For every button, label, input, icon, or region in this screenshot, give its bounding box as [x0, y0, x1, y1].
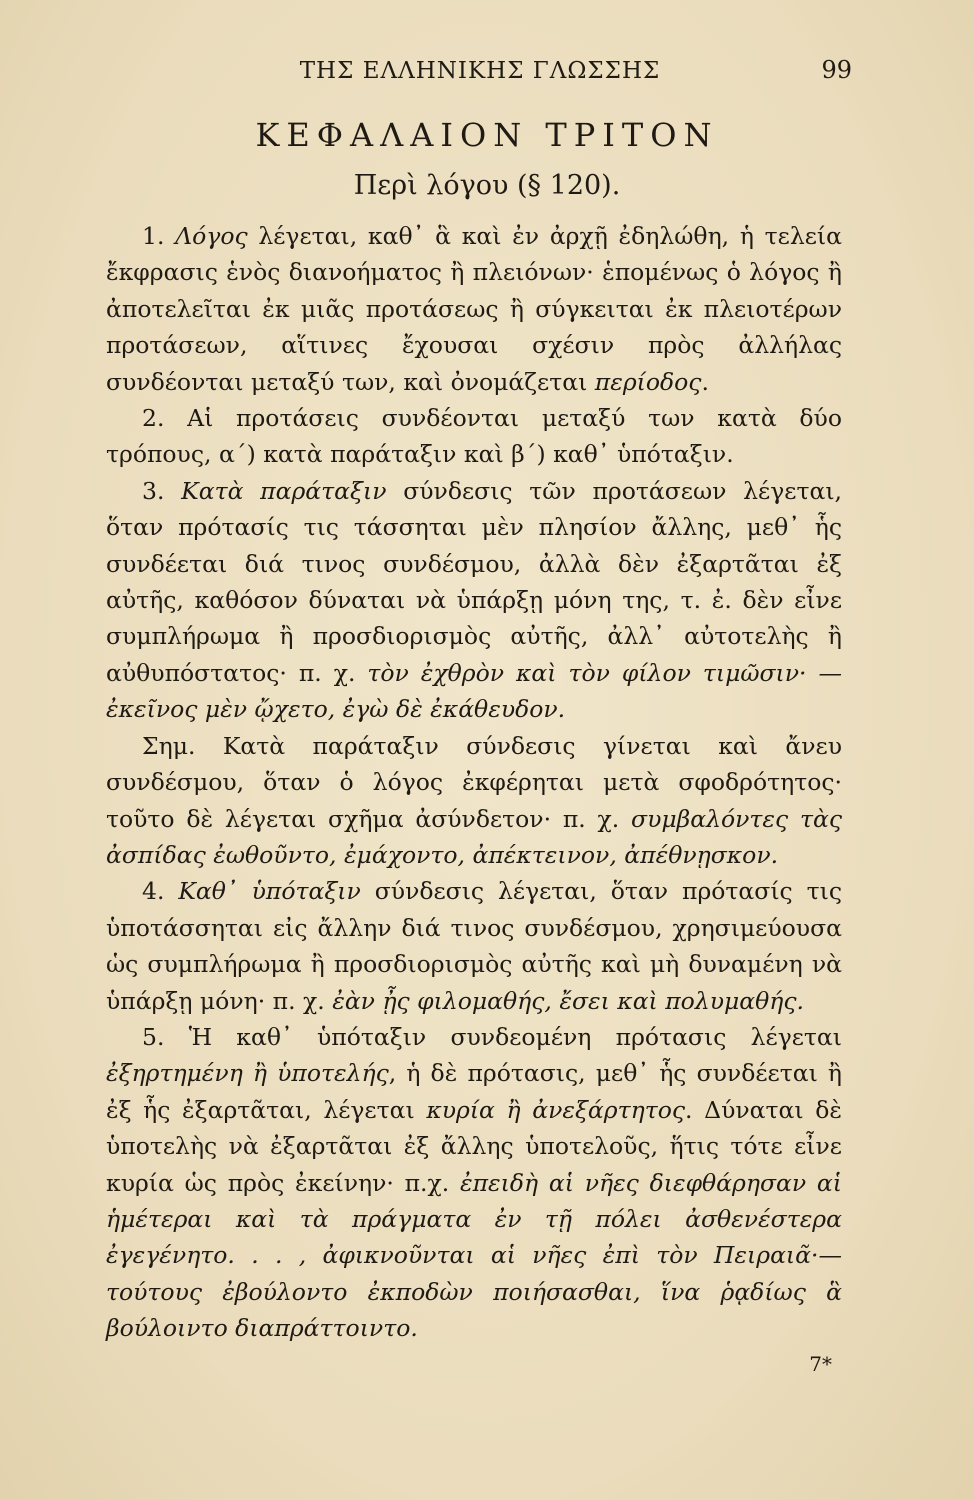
paragraph-text: Κατὰ παράταξιν σύνδεσις γίνεται καὶ ἄνευ συνδέσμου, ὅταν ὁ λόγος ἐκφέρηται μετὰ σφοδρότητος· τοῦτο δὲ λέγεται σχῆμα ἀσύνδετον· π. χ.: [106, 731, 842, 833]
paragraph-1: [106, 218, 842, 400]
paragraph-2: [106, 400, 842, 473]
printer-signature-mark: 7*: [809, 1352, 832, 1376]
defined-term: κυρία ἢ ἀνεξάρτητος: [426, 1095, 686, 1124]
paragraph-4: [106, 873, 842, 1019]
paragraph-number: 3.: [142, 476, 165, 505]
paragraph-text: Ἡ καθ᾽ ὑπόταξιν συνδεομένη πρότασις λέγεται: [164, 1022, 842, 1051]
paragraph-5: [106, 1019, 842, 1347]
paragraph-text: σύνδεσις λέγεται, ὅταν πρότασίς τις ὑποτάσσηται εἰς ἄλλην διά τινος συνδέσμου, χρησιμεύουσα ὡς συμπλήρωμα ἢ προσδιορισμὸς αὐτῆς καὶ μὴ δυναμένη νὰ ὑπάρξῃ μόνη· π. χ.: [106, 877, 842, 1015]
defined-term: περίοδος: [594, 367, 702, 396]
running-head: [120, 56, 852, 98]
paragraph-text: , ἡ δὲ πρότασις, μεθ᾽ ἧς συνδέεται ἢ ἐξ ἧς ἐξαρτᾶται, λέγεται: [106, 1059, 843, 1124]
paragraph-text: . Δύναται δὲ ὑποτελὴς νὰ ἐξαρτᾶται ἐξ ἄλλης ὑποτελοῦς, ἥτις τότε εἶνε κυρία ὡς πρὸς ἐκείνην· π.χ.: [106, 1095, 842, 1197]
paragraph-text: .: [701, 367, 709, 396]
example-text: ἐὰν ᾖς φιλομαθής, ἔσει καὶ πολυμαθής.: [332, 986, 805, 1015]
paragraph-number: 4.: [142, 877, 165, 906]
defined-term: ἐξηρτημένη ἢ ὑποτελής: [106, 1059, 389, 1088]
note-paragraph: [106, 728, 842, 874]
example-text: ἐπειδὴ αἱ νῆες διεφθάρησαν αἱ ἡμέτεραι καὶ τὰ πράγματα ἐν τῇ πόλει ἀσθενέστερα ἐγεγένητο. . . , ἀφικνοῦνται αἱ νῆες ἐπὶ τὸν Πειραιᾶ·— τούτους ἐβούλοντο ἐκποδὼν ποιήσασθαι, ἵνα ῥᾳδίως ἃ βούλοιντο διαπράττοιντο.: [106, 1168, 842, 1343]
example-text: συμβαλόντες τὰς ἀσπίδας ἐωθοῦντο, ἐμάχοντο, ἀπέκτεινον, ἀπέθνῃσκον.: [106, 804, 842, 869]
chapter-title: ΚΕΦΑΛΑΙΟΝ ΤΡΙΤΟΝ: [255, 116, 719, 154]
paragraph-3: [106, 473, 842, 728]
defined-term: Λόγος: [175, 222, 248, 250]
example-text: τὸν ἐχθρὸν καὶ τὸν φίλον τιμῶσιν· — ἐκεῖνος μὲν ᾤχετο, ἐγὼ δὲ ἐκάθευδον.: [106, 658, 842, 724]
defined-term: Κατὰ παράταξιν: [181, 476, 387, 505]
note-label: Σημ.: [142, 731, 196, 760]
running-title: ΤΗΣ ΕΛΛΗΝΙΚΗΣ ΓΛΩΣΣΗΣ: [299, 58, 661, 84]
paragraph-number: 1.: [142, 222, 165, 250]
section-subtitle: Περὶ λόγου (§ 120).: [353, 170, 621, 201]
paragraph-text: Αἱ προτάσεις συνδέονται μεταξύ των κατὰ δύο τρόπους, α΄) κατὰ παράταξιν καὶ β΄) καθ᾽ ὑπόταξιν.: [106, 404, 842, 469]
paragraph-number: 5.: [142, 1022, 165, 1051]
body-text: [106, 218, 842, 1347]
page-number: 99: [821, 56, 852, 84]
paragraph-number: 2.: [142, 404, 165, 433]
defined-term: Καθ᾽ ὑπόταξιν: [178, 877, 361, 906]
paragraph-text: λέγεται, καθ᾽ ἃ καὶ ἐν ἀρχῇ ἐδηλώθη, ἡ τελεία ἔκφρασις ἑνὸς διανοήματος ἢ πλειόνων· ἑπομένως ὁ λόγος ἢ ἀποτελεῖται ἐκ μιᾶς προτάσεως ἢ σύγκειται ἐκ πλειοτέρων προτάσεων, αἵτινες ἔχουσαι σχέσιν πρὸς ἀλλήλας συνδέονται μεταξύ των, καὶ ὀνομάζεται: [106, 222, 842, 396]
paragraph-text: σύνδεσις τῶν προτάσεων λέγεται, ὅταν πρότασίς τις τάσσηται μὲν πλησίον ἄλλης, μεθ᾽ ἧς συνδέεται διά τινος συνδέσμου, ἀλλὰ δὲν ἐξαρτᾶται ἐξ αὐτῆς, καθόσον δύναται νὰ ὑπάρξῃ μόνη της, τ. ἐ. δὲν εἶνε συμπλήρωμα ἢ προσδιορισμὸς αὐτῆς, ἀλλ᾽ αὐτοτελὴς ἢ αὐθυπόστατος· π. χ.: [106, 476, 842, 687]
